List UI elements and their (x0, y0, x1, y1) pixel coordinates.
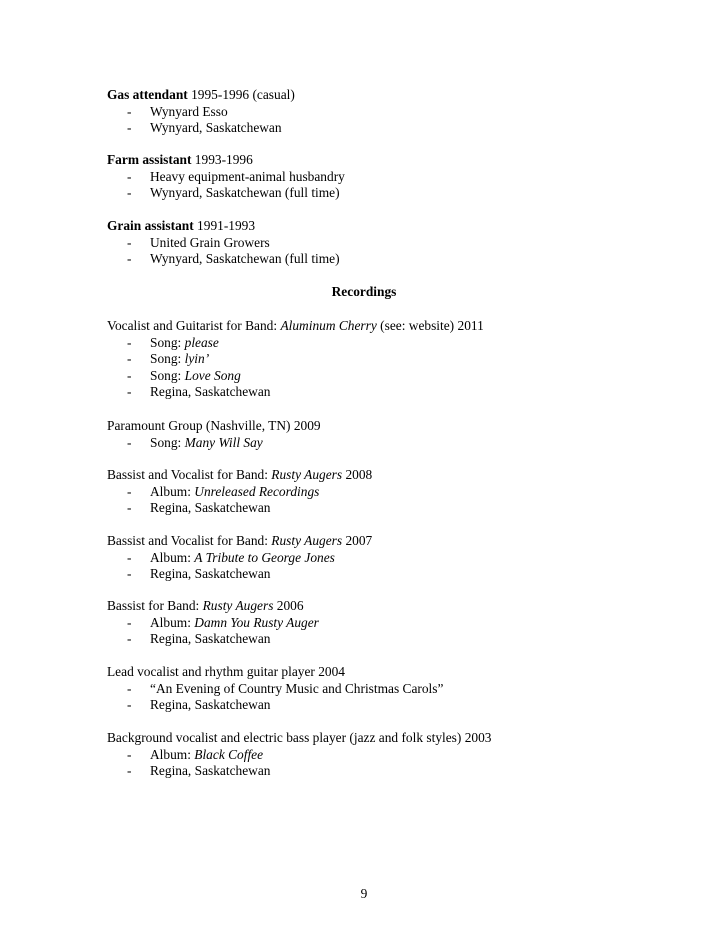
album-title: Unreleased Recordings (194, 483, 320, 499)
list-item (107, 615, 667, 632)
job-entry (107, 152, 667, 202)
bullet-dash: - (127, 103, 132, 119)
recording-lead: Bassist and Vocalist for Band: (107, 533, 268, 548)
job-entry (107, 87, 667, 137)
band-name: Aluminum Cherry (280, 318, 377, 333)
bullet-dash: - (127, 483, 132, 499)
list-item (107, 235, 667, 252)
list-item-label: Regina, Saskatchewan (150, 566, 271, 582)
job-heading (107, 87, 667, 104)
list-item-label: Regina, Saskatchewan (150, 500, 271, 516)
list-item-label: Song: (150, 434, 182, 450)
list-item-text: Wynyard, Saskatchewan (full time) (150, 185, 340, 201)
list-item-label: Regina, Saskatchewan (150, 384, 271, 400)
recording-tail: 2008 (345, 467, 373, 482)
bullet-dash: - (127, 234, 132, 250)
bullet-dash: - (127, 351, 132, 367)
recording-tail: 2007 (345, 533, 373, 548)
recording-tail: 2006 (276, 598, 304, 613)
job-title: Farm assistant (107, 152, 192, 167)
song-title: lyin’ (184, 351, 210, 367)
bullet-dash: - (127, 631, 132, 647)
list-item (107, 631, 667, 648)
list-item (107, 747, 667, 764)
band-name: Rusty Augers (202, 598, 274, 613)
job-heading (107, 218, 667, 235)
recording-heading (107, 318, 667, 335)
recording-lead: Vocalist and Guitarist for Band: (107, 318, 278, 333)
list-item (107, 681, 667, 698)
recording-entry (107, 598, 667, 648)
list-item (107, 185, 667, 202)
bullet-dash: - (127, 367, 132, 383)
page-number: 9 (360, 886, 368, 901)
bullet-dash: - (127, 566, 132, 582)
section-heading-text: Recordings (331, 284, 397, 299)
list-item-text: Wynyard, Saskatchewan (full time) (150, 251, 340, 267)
bullet-dash: - (127, 251, 132, 267)
recording-lead: Bassist and Vocalist for Band: (107, 467, 268, 482)
recording-tail: (see: website) 2011 (380, 318, 484, 333)
list-item-label: Song: (150, 367, 182, 383)
bullet-dash: - (127, 185, 132, 201)
song-title: Many Will Say (184, 434, 263, 450)
job-dates: 1991-1993 (197, 218, 256, 233)
bullet-dash: - (127, 334, 132, 350)
bullet-dash: - (127, 384, 132, 400)
list-item-label: “An Evening of Country Music and Christmas Carols” (150, 680, 444, 696)
bullet-dash: - (127, 746, 132, 762)
list-item (107, 251, 667, 268)
list-item-label: Regina, Saskatchewan (150, 631, 271, 647)
list-item-label: Album: (150, 483, 191, 499)
list-item (107, 435, 667, 452)
list-item (107, 120, 667, 137)
job-dates: 1995-1996 (casual) (191, 87, 295, 102)
song-title: Love Song (184, 367, 241, 383)
bullet-dash: - (127, 763, 132, 779)
recording-heading (107, 418, 667, 435)
list-item-text: United Grain Growers (150, 234, 270, 250)
list-item (107, 763, 667, 780)
job-entry (107, 218, 667, 268)
bullet-dash: - (127, 614, 132, 630)
recording-entry (107, 467, 667, 517)
list-item-label: Album: (150, 549, 191, 565)
album-title: Damn You Rusty Auger (194, 614, 319, 630)
list-item (107, 335, 667, 352)
bullet-dash: - (127, 120, 132, 136)
bullet-dash: - (127, 549, 132, 565)
recording-lead: Paramount Group (Nashville, TN) 2009 (107, 418, 321, 433)
list-item-label: Song: (150, 334, 182, 350)
list-item-text: Wynyard, Saskatchewan (150, 120, 282, 136)
list-item (107, 500, 667, 517)
recording-entry (107, 730, 667, 780)
bullet-dash: - (127, 680, 132, 696)
list-item-text: Wynyard Esso (150, 103, 228, 119)
recording-heading (107, 533, 667, 550)
section-heading (0, 284, 728, 301)
bullet-dash: - (127, 434, 132, 450)
bullet-dash: - (127, 168, 132, 184)
bullet-dash: - (127, 500, 132, 516)
list-item (107, 697, 667, 714)
recording-entry (107, 318, 667, 401)
recording-lead: Bassist for Band: (107, 598, 200, 613)
list-item (107, 384, 667, 401)
list-item (107, 351, 667, 368)
list-item (107, 566, 667, 583)
song-title: please (184, 334, 219, 350)
list-item (107, 484, 667, 501)
recording-heading (107, 598, 667, 615)
job-heading (107, 152, 667, 169)
album-title: Black Coffee (194, 746, 264, 762)
band-name: Rusty Augers (271, 467, 343, 482)
list-item-label: Song: (150, 351, 182, 367)
job-title: Gas attendant (107, 87, 188, 102)
recording-lead: Lead vocalist and rhythm guitar player 2004 (107, 664, 345, 679)
recording-entry (107, 533, 667, 583)
list-item (107, 368, 667, 385)
list-item-text: Heavy equipment-animal husbandry (150, 168, 345, 184)
list-item-label: Album: (150, 746, 191, 762)
recording-heading (107, 730, 667, 747)
band-name: Rusty Augers (271, 533, 343, 548)
list-item-label: Regina, Saskatchewan (150, 697, 271, 713)
recording-entry (107, 418, 667, 451)
list-item-label: Album: (150, 614, 191, 630)
job-dates: 1993-1996 (194, 152, 253, 167)
list-item-label: Regina, Saskatchewan (150, 763, 271, 779)
recording-heading (107, 467, 667, 484)
job-title: Grain assistant (107, 218, 194, 233)
album-title: A Tribute to George Jones (194, 549, 335, 565)
bullet-dash: - (127, 697, 132, 713)
list-item (107, 104, 667, 121)
recording-lead: Background vocalist and electric bass player (jazz and folk styles) 2003 (107, 730, 492, 745)
recording-entry (107, 664, 667, 714)
list-item (107, 169, 667, 186)
recording-heading (107, 664, 667, 681)
list-item (107, 550, 667, 567)
